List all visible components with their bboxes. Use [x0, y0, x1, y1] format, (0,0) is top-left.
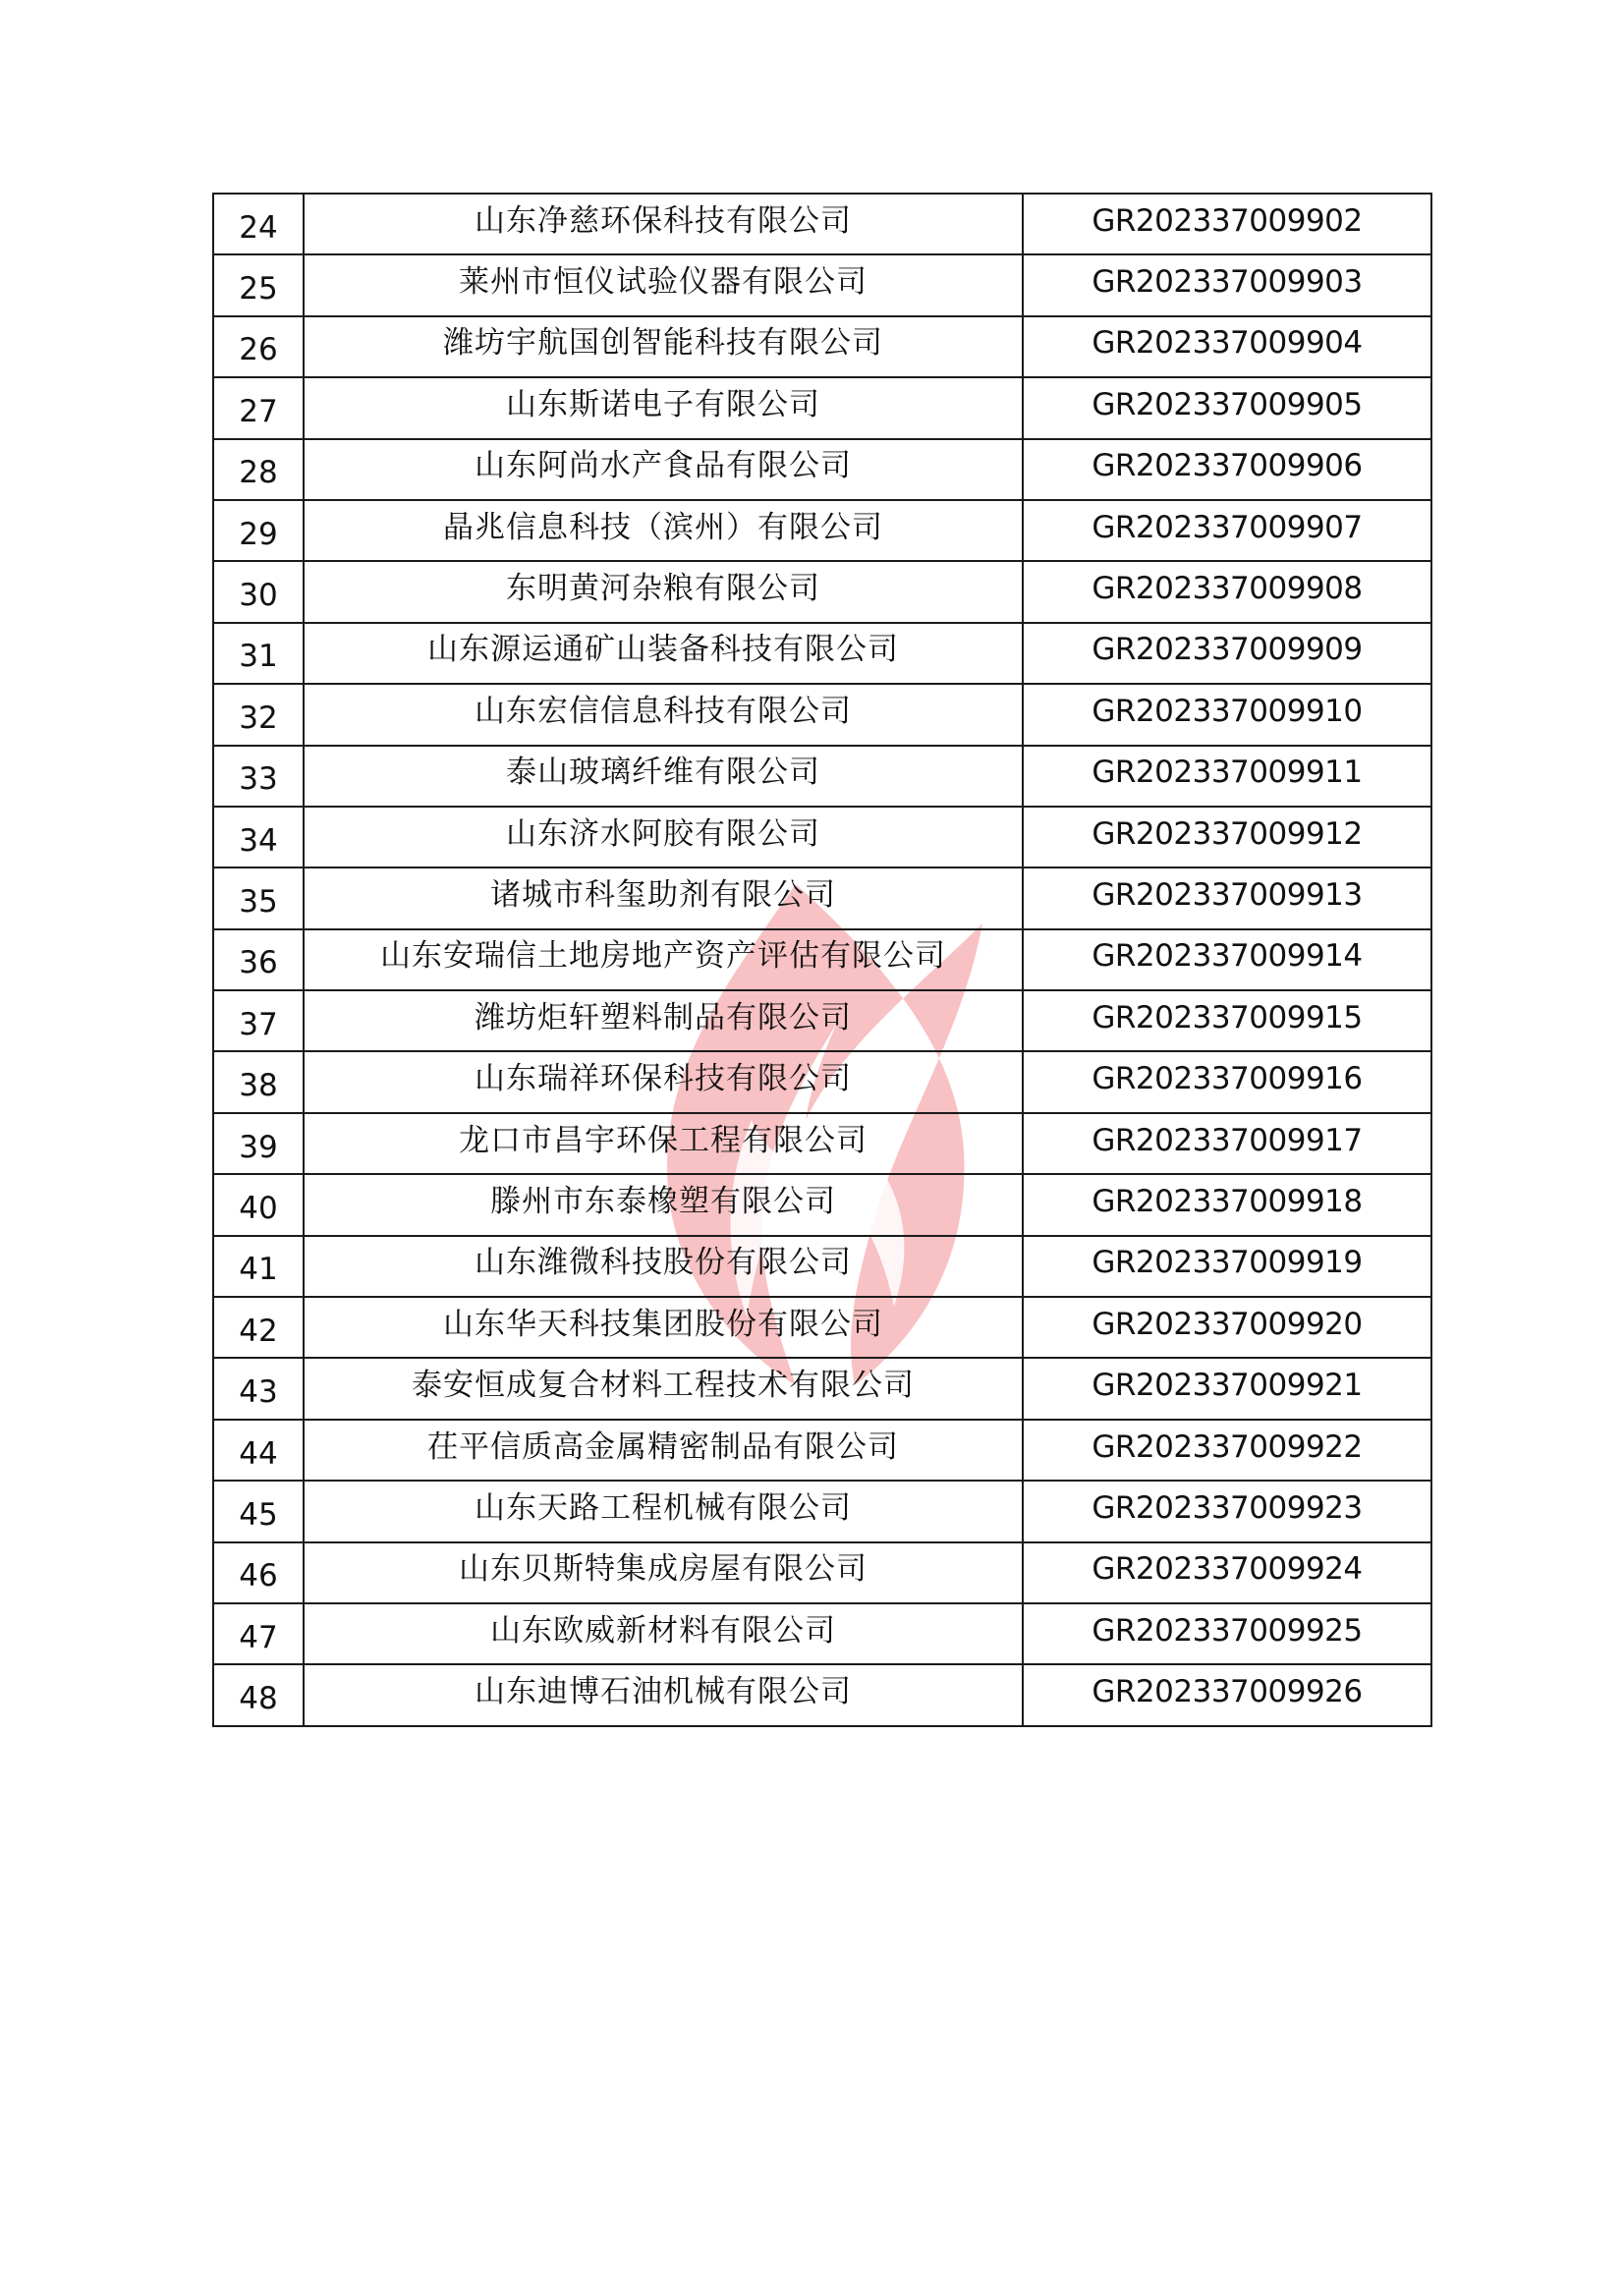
row-number-cell: [213, 929, 304, 990]
company-name-cell: [304, 990, 1023, 1051]
company-name-cell: [304, 194, 1023, 254]
table-row: [213, 254, 1431, 315]
row-number-cell: [213, 1420, 304, 1481]
certificate-number-text: GR202337009914: [1092, 938, 1363, 975]
certificate-number-cell: [1023, 1358, 1431, 1419]
row-number-text: 25: [239, 271, 278, 308]
company-name-text: 龙口市昌宇环保工程有限公司: [459, 1122, 868, 1158]
row-number-cell: [213, 684, 304, 745]
company-name-cell: [304, 439, 1023, 500]
table-row: [213, 1174, 1431, 1235]
company-name-text: 山东欧威新材料有限公司: [490, 1612, 836, 1649]
row-number-text: 34: [239, 822, 278, 859]
company-name-text: 茌平信质高金属精密制品有限公司: [427, 1428, 899, 1465]
row-number-cell: [213, 1174, 304, 1235]
certificate-number-text: GR202337009917: [1092, 1122, 1363, 1158]
company-name-cell: [304, 1358, 1023, 1419]
row-number-cell: [213, 561, 304, 622]
certificate-number-cell: [1023, 1236, 1431, 1297]
certificate-number-text: GR202337009920: [1092, 1306, 1363, 1342]
row-number-text: 29: [239, 516, 278, 552]
company-name-cell: [304, 1113, 1023, 1174]
certificate-number-text: GR202337009902: [1092, 202, 1363, 239]
certificate-number-cell: [1023, 1297, 1431, 1358]
row-number-cell: [213, 868, 304, 928]
company-name-cell: [304, 316, 1023, 377]
table-row: [213, 1664, 1431, 1725]
company-name-text: 山东济水阿胶有限公司: [506, 815, 820, 852]
table-row: [213, 439, 1431, 500]
table-row: [213, 1542, 1431, 1603]
certificate-number-text: GR202337009923: [1092, 1489, 1363, 1526]
table-row: [213, 1481, 1431, 1541]
row-number-cell: [213, 254, 304, 315]
company-name-cell: [304, 623, 1023, 684]
row-number-text: 45: [239, 1496, 278, 1533]
company-name-cell: [304, 1297, 1023, 1358]
certificate-number-cell: [1023, 1420, 1431, 1481]
row-number-text: 38: [239, 1068, 278, 1104]
company-name-text: 泰安恒成复合材料工程技术有限公司: [412, 1368, 915, 1404]
row-number-text: 41: [239, 1252, 278, 1288]
company-name-cell: [304, 1664, 1023, 1725]
row-number-text: 42: [239, 1313, 278, 1349]
table-row: [213, 1420, 1431, 1481]
company-name-cell: [304, 1174, 1023, 1235]
company-name-cell: [304, 807, 1023, 868]
company-name-text: 山东迪博石油机械有限公司: [475, 1674, 852, 1710]
row-number-cell: [213, 1481, 304, 1541]
certificate-number-text: GR202337009910: [1092, 693, 1363, 729]
row-number-cell: [213, 500, 304, 561]
row-number-cell: [213, 1603, 304, 1664]
company-name-text: 诸城市科玺助剂有限公司: [490, 876, 836, 913]
table-row: [213, 1236, 1431, 1297]
table-row: [213, 990, 1431, 1051]
company-name-cell: [304, 1542, 1023, 1603]
company-name-text: 潍坊炬轩塑料制品有限公司: [475, 999, 852, 1036]
certificate-number-cell: [1023, 377, 1431, 438]
certificate-number-cell: [1023, 868, 1431, 928]
row-number-cell: [213, 194, 304, 254]
company-name-text: 山东宏信信息科技有限公司: [475, 693, 852, 729]
company-name-cell: [304, 684, 1023, 745]
company-name-text: 滕州市东泰橡塑有限公司: [490, 1183, 836, 1219]
row-number-cell: [213, 1542, 304, 1603]
company-name-cell: [304, 1051, 1023, 1112]
certificate-number-text: GR202337009913: [1092, 876, 1363, 913]
row-number-text: 33: [239, 761, 278, 798]
company-name-cell: [304, 929, 1023, 990]
row-number-text: 39: [239, 1129, 278, 1165]
certificate-number-cell: [1023, 1603, 1431, 1664]
certificate-number-text: GR202337009919: [1092, 1245, 1363, 1281]
certificate-number-text: GR202337009904: [1092, 325, 1363, 362]
table-row: [213, 1113, 1431, 1174]
certificate-number-cell: [1023, 254, 1431, 315]
company-name-cell: [304, 1236, 1023, 1297]
certificate-number-text: GR202337009905: [1092, 386, 1363, 422]
certificate-number-cell: [1023, 929, 1431, 990]
row-number-text: 36: [239, 945, 278, 981]
row-number-cell: [213, 1236, 304, 1297]
company-name-text: 山东源运通矿山装备科技有限公司: [427, 632, 899, 668]
company-name-cell: [304, 377, 1023, 438]
certificate-number-text: GR202337009911: [1092, 755, 1363, 791]
company-name-text: 晶兆信息科技（滨州）有限公司: [443, 509, 883, 545]
company-name-text: 山东斯诺电子有限公司: [506, 386, 820, 422]
row-number-text: 47: [239, 1619, 278, 1655]
company-name-text: 山东阿尚水产食品有限公司: [475, 448, 852, 484]
table-row: [213, 500, 1431, 561]
row-number-text: 27: [239, 393, 278, 429]
row-number-text: 35: [239, 883, 278, 920]
certificate-number-text: GR202337009922: [1092, 1428, 1363, 1465]
row-number-cell: [213, 1051, 304, 1112]
row-number-cell: [213, 377, 304, 438]
certificate-number-text: GR202337009916: [1092, 1061, 1363, 1097]
row-number-text: 43: [239, 1374, 278, 1411]
company-name-text: 山东贝斯特集成房屋有限公司: [459, 1551, 868, 1588]
row-number-text: 31: [239, 639, 278, 675]
company-name-cell: [304, 1481, 1023, 1541]
company-name-text: 山东潍微科技股份有限公司: [475, 1245, 852, 1281]
company-name-text: 山东天路工程机械有限公司: [475, 1489, 852, 1526]
row-number-cell: [213, 1358, 304, 1419]
certificate-number-cell: [1023, 807, 1431, 868]
certificate-number-cell: [1023, 439, 1431, 500]
table-row: [213, 316, 1431, 377]
certificate-number-cell: [1023, 1542, 1431, 1603]
company-name-text: 东明黄河杂粮有限公司: [506, 571, 820, 607]
table-row: [213, 746, 1431, 807]
row-number-text: 26: [239, 332, 278, 368]
company-name-text: 山东华天科技集团股份有限公司: [443, 1306, 883, 1342]
row-number-cell: [213, 746, 304, 807]
certificate-number-text: GR202337009924: [1092, 1551, 1363, 1588]
table-row: [213, 561, 1431, 622]
certificate-number-cell: [1023, 746, 1431, 807]
row-number-text: 40: [239, 1190, 278, 1226]
row-number-cell: [213, 316, 304, 377]
table-row: [213, 868, 1431, 928]
company-name-text: 山东净慈环保科技有限公司: [475, 202, 852, 239]
company-name-text: 泰山玻璃纤维有限公司: [506, 755, 820, 791]
row-number-cell: [213, 439, 304, 500]
enterprise-certificate-table: [212, 193, 1432, 1727]
company-name-cell: [304, 868, 1023, 928]
certificate-number-cell: [1023, 1051, 1431, 1112]
row-number-text: 24: [239, 209, 278, 246]
company-name-cell: [304, 254, 1023, 315]
table-row: [213, 929, 1431, 990]
certificate-number-cell: [1023, 1664, 1431, 1725]
row-number-cell: [213, 990, 304, 1051]
row-number-cell: [213, 807, 304, 868]
row-number-text: 30: [239, 578, 278, 614]
row-number-text: 46: [239, 1558, 278, 1595]
company-name-cell: [304, 1603, 1023, 1664]
certificate-number-text: GR202337009921: [1092, 1368, 1363, 1404]
company-name-cell: [304, 500, 1023, 561]
certificate-number-cell: [1023, 623, 1431, 684]
company-name-cell: [304, 561, 1023, 622]
table-row: [213, 1358, 1431, 1419]
certificate-number-text: GR202337009909: [1092, 632, 1363, 668]
company-name-text: 山东瑞祥环保科技有限公司: [475, 1061, 852, 1097]
certificate-number-cell: [1023, 316, 1431, 377]
row-number-text: 48: [239, 1681, 278, 1717]
row-number-cell: [213, 1297, 304, 1358]
row-number-cell: [213, 1664, 304, 1725]
row-number-text: 32: [239, 700, 278, 736]
certificate-number-cell: [1023, 1113, 1431, 1174]
certificate-number-text: GR202337009926: [1092, 1674, 1363, 1710]
table-row: [213, 623, 1431, 684]
certificate-number-cell: [1023, 1481, 1431, 1541]
certificate-number-text: GR202337009915: [1092, 999, 1363, 1036]
row-number-text: 28: [239, 455, 278, 491]
table-row: [213, 1297, 1431, 1358]
row-number-cell: [213, 623, 304, 684]
certificate-number-text: GR202337009912: [1092, 815, 1363, 852]
certificate-number-cell: [1023, 561, 1431, 622]
table-row: [213, 1603, 1431, 1664]
certificate-number-text: GR202337009903: [1092, 264, 1363, 301]
table-row: [213, 1051, 1431, 1112]
company-name-cell: [304, 1420, 1023, 1481]
certificate-number-cell: [1023, 500, 1431, 561]
company-name-cell: [304, 746, 1023, 807]
certificate-number-text: GR202337009925: [1092, 1612, 1363, 1649]
table-row: [213, 377, 1431, 438]
certificate-number-cell: [1023, 684, 1431, 745]
table-body: [213, 194, 1431, 1726]
certificate-number-cell: [1023, 1174, 1431, 1235]
certificate-number-text: GR202337009908: [1092, 571, 1363, 607]
certificate-number-text: GR202337009918: [1092, 1183, 1363, 1219]
row-number-text: 37: [239, 1006, 278, 1042]
certificate-number-text: GR202337009906: [1092, 448, 1363, 484]
company-name-text: 莱州市恒仪试验仪器有限公司: [459, 264, 868, 301]
certificate-number-text: GR202337009907: [1092, 509, 1363, 545]
row-number-text: 44: [239, 1435, 278, 1472]
company-name-text: 山东安瑞信土地房地产资产评估有限公司: [380, 938, 946, 975]
table-row: [213, 684, 1431, 745]
company-name-text: 潍坊宇航国创智能科技有限公司: [443, 325, 883, 362]
table-row: [213, 807, 1431, 868]
certificate-number-cell: [1023, 990, 1431, 1051]
table-row: [213, 194, 1431, 254]
certificate-number-cell: [1023, 194, 1431, 254]
row-number-cell: [213, 1113, 304, 1174]
